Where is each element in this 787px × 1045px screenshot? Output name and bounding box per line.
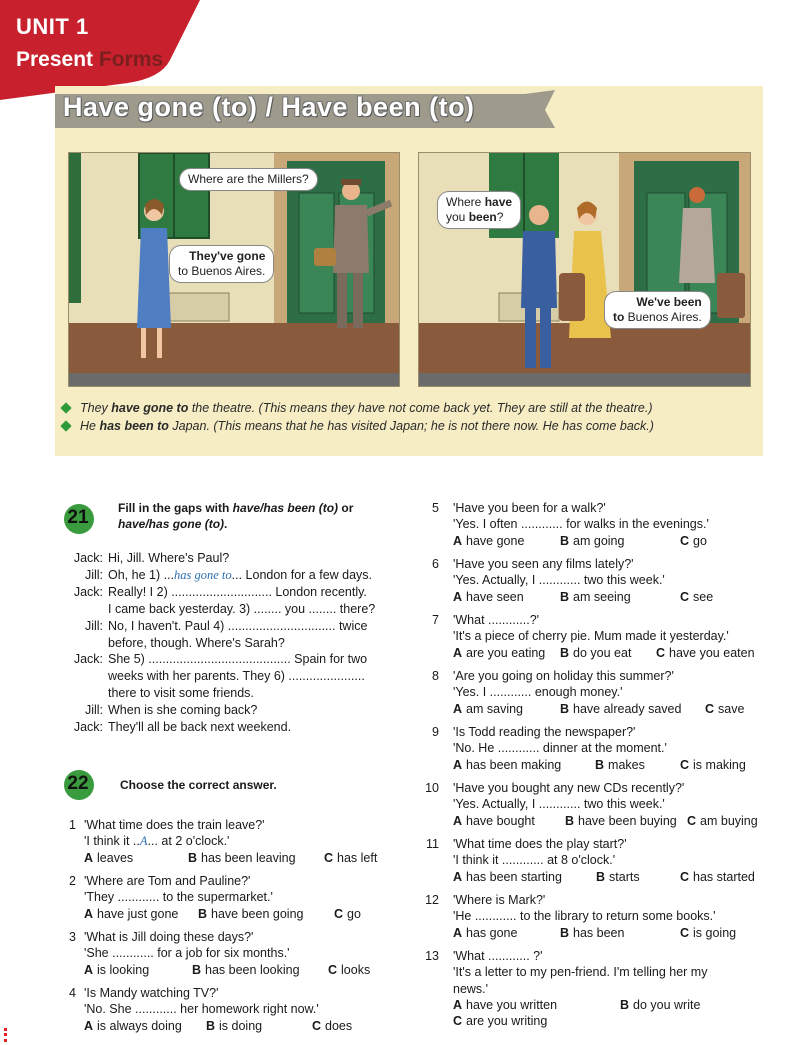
option-a[interactable]: A has gone [453, 925, 518, 940]
exercise-21-dialogue [62, 550, 402, 736]
question-13 [425, 948, 770, 1032]
speaker: Jack: [73, 720, 103, 735]
option-c-text: are you writing [466, 1013, 548, 1028]
instr-21-b: have/has been (to) [232, 501, 339, 515]
question-line: 'What ............ ?' [453, 949, 543, 963]
question-body [84, 985, 353, 1034]
question-1 [62, 817, 402, 867]
option-a-text: have gone [466, 533, 525, 548]
question-number: 11 [426, 837, 439, 851]
bubble-where-a: Where [446, 195, 485, 209]
speaker [62, 668, 108, 685]
option-a-text: are you eating [466, 645, 546, 660]
question-number: 5 [432, 501, 439, 515]
option-c-text: looks [341, 962, 371, 977]
option-c-text: go [693, 533, 707, 548]
illustration-right [418, 152, 751, 387]
option-b[interactable]: B starts [596, 869, 640, 884]
question-number: 13 [425, 949, 439, 963]
option-b-text: have already saved [573, 701, 682, 716]
bubble-where-c: you [446, 210, 469, 224]
note-2-post: Japan. (This means that he has visited Japan; he is not there now. He has come back.) [168, 419, 654, 433]
option-a[interactable]: A have just gone [84, 906, 179, 921]
option-a[interactable]: A is always doing [84, 1018, 182, 1033]
option-c-text: is going [693, 925, 737, 940]
option-c-text: go [347, 906, 361, 921]
option-b-text: is doing [219, 1018, 263, 1033]
dialogue-line [62, 550, 402, 567]
question-body [453, 500, 709, 549]
option-a[interactable]: A are you eating [453, 645, 546, 660]
question-body [84, 817, 378, 866]
question-line: 'Yes. Actually, I ............ two this week.' [453, 573, 665, 588]
unit-subtitle-b: Forms [93, 48, 164, 71]
option-a[interactable]: A leaves [84, 850, 134, 865]
option-c-text: save [718, 701, 745, 716]
option-b[interactable]: B am seeing [560, 589, 631, 604]
question-body [84, 929, 371, 978]
option-b[interactable]: B have been buying [565, 813, 677, 828]
option-a[interactable]: A have you written [453, 997, 558, 1012]
question-5 [425, 500, 770, 550]
question-body [453, 556, 714, 605]
question-number: 12 [425, 893, 439, 907]
exercise-21-number: 21 [67, 507, 89, 528]
line-text: Really! I 2) ............................. London recently. [108, 584, 367, 599]
question-line: 'What time does the train leave?' [84, 818, 265, 832]
question-line: 'Are you going on holiday this summer?' [453, 669, 674, 683]
question-9 [425, 724, 770, 774]
dialogue-line [62, 567, 402, 584]
question-line: 'He ............ to the library to return some books.' [453, 909, 716, 924]
question-line: 'Have you been for a walk?' [453, 501, 606, 515]
option-c[interactable]: C does [312, 1018, 353, 1033]
speaker [62, 601, 108, 618]
dialogue-line [62, 702, 402, 719]
option-a-text: is looking [97, 962, 150, 977]
question-line: 'What ............?' [453, 613, 540, 627]
options-row [453, 533, 709, 549]
grammar-notes [62, 399, 752, 435]
question-4 [62, 985, 402, 1035]
speaker: Jill: [84, 618, 103, 633]
speaker: Jill: [84, 703, 103, 718]
option-b-text: has been looking [205, 962, 300, 977]
question-body [453, 836, 755, 885]
bubble-weve-line2 [613, 310, 702, 325]
instr-21-d: have/has gone (to) [118, 517, 225, 531]
unit-subtitle [16, 48, 163, 72]
option-b-text: am seeing [573, 589, 631, 604]
street-scene-right [419, 153, 751, 387]
question-line [84, 833, 265, 849]
option-a-text: has been starting [466, 869, 562, 884]
note-1-post: the theatre. (This means they have not come back yet. They are still at the theatre.) [188, 401, 653, 415]
option-a-text: have just gone [97, 906, 179, 921]
option-a[interactable]: A has been making [453, 757, 562, 772]
exercise-22-badge [58, 770, 98, 800]
option-b[interactable]: B has been [560, 925, 625, 940]
instr-21-a: Fill in the gaps with [118, 501, 233, 515]
speaker: Jack: [73, 652, 103, 667]
question-line: 'Yes. I ............ enough money.' [453, 685, 623, 700]
options-row [453, 645, 755, 661]
question-2 [62, 873, 402, 923]
option-a-text: have you written [466, 997, 558, 1012]
option-a[interactable]: A have bought [453, 813, 535, 828]
dialogue-line [62, 685, 402, 702]
question-number: 4 [69, 986, 76, 1000]
option-c[interactable]: C go [334, 906, 361, 921]
option-a-text: has been making [466, 757, 562, 772]
option-a-text: is always doing [97, 1018, 182, 1033]
speaker: Jack: [73, 584, 103, 599]
bubble-gone-line2: to Buenos Aires. [178, 264, 266, 278]
bubble-weve-line1 [613, 295, 702, 310]
line-text: She 5) ......................................... Spain for two [108, 652, 368, 667]
option-c[interactable]: C have you eaten [656, 645, 755, 660]
line-text: before, though. Where's Sarah? [108, 635, 285, 650]
options-row [84, 962, 371, 978]
answer-line-b: ... at 2 o'clock.' [147, 834, 230, 849]
option-c[interactable]: C looks [328, 962, 371, 977]
speech-bubble-gone [169, 245, 274, 283]
note-2-bold: has been to [99, 419, 169, 433]
option-c-text: is making [693, 757, 746, 772]
option-c-text: has left [337, 850, 378, 865]
question-line: 'It's a piece of cherry pie. Mum made it yesterday.' [453, 629, 729, 644]
question-body [453, 612, 755, 661]
dialogue-line [62, 618, 402, 635]
question-8 [425, 668, 770, 718]
grammar-title: Have gone (to) / Have been (to) [63, 92, 475, 122]
question-line: 'Where is Mark?' [453, 893, 546, 907]
question-body [453, 724, 746, 773]
option-b[interactable]: B have been going [198, 906, 304, 921]
question-number: 3 [69, 930, 76, 944]
speaker: Jack: [73, 551, 103, 565]
option-b-text: has been [573, 925, 625, 940]
option-c-text: has started [693, 869, 755, 884]
option-b-text: am going [573, 533, 625, 548]
question-line: 'Yes. I often ............ for walks in the evenings.' [453, 517, 709, 532]
bubble-gone-line1 [178, 249, 265, 264]
question-number: 2 [69, 874, 76, 888]
note-1-bold: have gone to [111, 401, 189, 415]
options-row [453, 589, 714, 605]
question-body [84, 873, 361, 922]
question-number: 7 [432, 613, 439, 627]
option-c-text: am buying [700, 813, 758, 828]
question-body [453, 668, 745, 717]
line-text: When is she coming back? [108, 703, 258, 718]
option-b-text: have been buying [578, 813, 677, 828]
options-row [453, 925, 737, 941]
line-text-a: Oh, he 1) ... [108, 567, 175, 582]
instr-21-line1 [118, 500, 408, 516]
option-c-text: see [693, 589, 714, 604]
question-line: 'I think it ............ at 8 o'clock.' [453, 853, 616, 868]
option-b[interactable]: B makes [595, 757, 645, 772]
bullet-diamond-icon [60, 420, 71, 431]
line-text: They'll all be back next weekend. [108, 720, 292, 735]
unit-subtitle-a: Present [16, 48, 94, 71]
option-b[interactable]: B do you eat [560, 645, 632, 660]
exercise-22-instruction: Choose the correct answer. [120, 778, 277, 792]
line-text: there to visit some friends. [108, 686, 254, 701]
note-has-been [62, 417, 752, 435]
line-text-b: ... London for a few days. [231, 567, 373, 582]
note-have-gone [62, 399, 752, 417]
option-b-text: makes [608, 757, 645, 772]
unit-header [0, 0, 200, 100]
question-11 [425, 836, 770, 886]
question-number: 1 [69, 818, 76, 832]
line-text: weeks with her parents. They 6) ...................... [108, 669, 365, 684]
speech-bubble-weve-been [604, 291, 711, 329]
question-line: 'No. She ............ her homework right now.' [84, 1002, 319, 1017]
speech-bubble-millers: Where are the Millers? [179, 168, 318, 191]
exercise-22-number: 22 [67, 773, 89, 794]
question-line: 'They ............ to the supermarket.' [84, 890, 273, 905]
question-number: 6 [432, 557, 439, 571]
options-row [453, 813, 758, 829]
question-line: 'Have you seen any films lately?' [453, 557, 634, 571]
question-number: 8 [432, 669, 439, 683]
option-a[interactable]: A am saving [453, 701, 524, 716]
option-a-text: have bought [466, 813, 535, 828]
options-row [84, 1018, 353, 1034]
speaker [62, 685, 108, 702]
question-body [453, 892, 737, 941]
instr-21-e: . [224, 517, 228, 531]
illustration-left [68, 152, 400, 387]
dialogue-line [62, 651, 402, 668]
bubble-where-line1 [446, 195, 512, 210]
bullet-diamond-icon [60, 402, 71, 413]
options-row [453, 869, 755, 885]
question-line: news.' [453, 981, 489, 996]
option-a[interactable]: A have gone [453, 533, 525, 548]
question-body [453, 948, 707, 1029]
bubble-where-d: been [468, 210, 497, 224]
dialogue-line [62, 719, 402, 736]
question-line: 'No. He ............ dinner at the moment.' [453, 741, 667, 756]
option-c[interactable]: C has started [680, 869, 755, 884]
option-b[interactable]: B do you write [620, 997, 701, 1012]
option-c[interactable]: C am buying [687, 813, 758, 828]
question-line: 'Is Mandy watching TV?' [84, 986, 219, 1000]
question-3 [62, 929, 402, 979]
option-c[interactable]: C see [680, 589, 714, 604]
option-b[interactable]: B am going [560, 533, 625, 548]
question-line: 'Have you bought any new CDs recently?' [453, 781, 685, 795]
options-row [84, 906, 361, 922]
line-text: Hi, Jill. Where's Paul? [108, 551, 230, 565]
question-line: 'What is Jill doing these days?' [84, 930, 254, 944]
option-b[interactable]: B has been looking [192, 962, 300, 977]
page-edge-marker [4, 1028, 7, 1042]
option-c[interactable]: C save [705, 701, 745, 716]
options-row [453, 701, 745, 717]
option-c[interactable]: C has left [324, 850, 378, 865]
option-b[interactable]: B have already saved [560, 701, 682, 716]
line-text [108, 567, 402, 584]
question-line: 'Where are Tom and Pauline?' [84, 874, 251, 888]
option-b[interactable]: B is doing [206, 1018, 263, 1033]
option-b-text: have been going [211, 906, 304, 921]
answer-line-a: 'I think it .. [84, 834, 140, 849]
option-a-text: have seen [466, 589, 524, 604]
options-row [453, 1013, 707, 1029]
question-10 [425, 780, 770, 830]
bubble-weve-b: We've been [636, 295, 702, 309]
option-c-text: have you eaten [669, 645, 755, 660]
dialogue-line [62, 635, 402, 652]
question-7 [425, 612, 770, 662]
dialogue-line [62, 668, 402, 685]
speaker: Jill: [84, 567, 103, 582]
question-12 [425, 892, 770, 942]
question-6 [425, 556, 770, 606]
options-row [453, 757, 746, 773]
options-row [453, 997, 707, 1013]
bubble-where-e: ? [496, 210, 504, 224]
line-text: I came back yesterday. 3) ........ you ........ there? [108, 601, 376, 616]
option-b-text: do you eat [573, 645, 632, 660]
instr-21-line2 [118, 516, 408, 532]
option-b-text: starts [609, 869, 640, 884]
instr-21-c: or [338, 501, 354, 515]
question-body [453, 780, 758, 829]
unit-number: UNIT 1 [16, 14, 89, 39]
option-a-text: am saving [466, 701, 524, 716]
note-2-pre: He [80, 419, 100, 433]
line-text: No, I haven't. Paul 4) ............................... twice [108, 618, 368, 633]
option-a[interactable]: A is looking [84, 962, 150, 977]
note-1-pre: They [80, 401, 112, 415]
bubble-weve-d: Buenos Aires. [624, 310, 702, 324]
option-a-text: has gone [466, 925, 518, 940]
bubble-where-line2 [446, 210, 512, 225]
option-c[interactable]: C is making [680, 757, 746, 772]
question-line: 'She ............ for a job for six months.' [84, 946, 290, 961]
speaker [62, 635, 108, 652]
option-b-text: has been leaving [201, 850, 296, 865]
bubble-gone-bold: They've gone [189, 249, 266, 263]
dialogue-line [62, 584, 402, 601]
speech-bubble-where-been [437, 191, 521, 229]
question-number: 10 [425, 781, 439, 795]
bubble-where-b: have [484, 195, 513, 209]
options-row [84, 850, 378, 866]
question-number: 9 [432, 725, 439, 739]
example-answer: A [139, 834, 148, 849]
example-answer: has gone to [174, 567, 232, 582]
option-c[interactable]: C is going [680, 925, 737, 940]
exercise-21-instruction [118, 500, 408, 532]
option-c[interactable]: C go [680, 533, 707, 548]
question-line: 'Yes. Actually, I ............ two this week.' [453, 797, 665, 812]
exercise-21-badge [58, 504, 98, 534]
bubble-weve-c: to [613, 310, 625, 324]
dialogue-line [62, 601, 402, 618]
question-line: 'It's a letter to my pen-friend. I'm telling her my [453, 965, 708, 980]
option-b-text: do you write [633, 997, 701, 1012]
option-a[interactable]: A has been starting [453, 869, 562, 884]
option-a[interactable]: A have seen [453, 589, 524, 604]
question-line: 'Is Todd reading the newspaper?' [453, 725, 636, 739]
option-c-text: does [325, 1018, 353, 1033]
option-c[interactable]: C are you writing [453, 1013, 548, 1028]
option-a-text: leaves [97, 850, 134, 865]
question-line: 'What time does the play start?' [453, 837, 627, 851]
option-b[interactable]: B has been leaving [188, 850, 296, 865]
